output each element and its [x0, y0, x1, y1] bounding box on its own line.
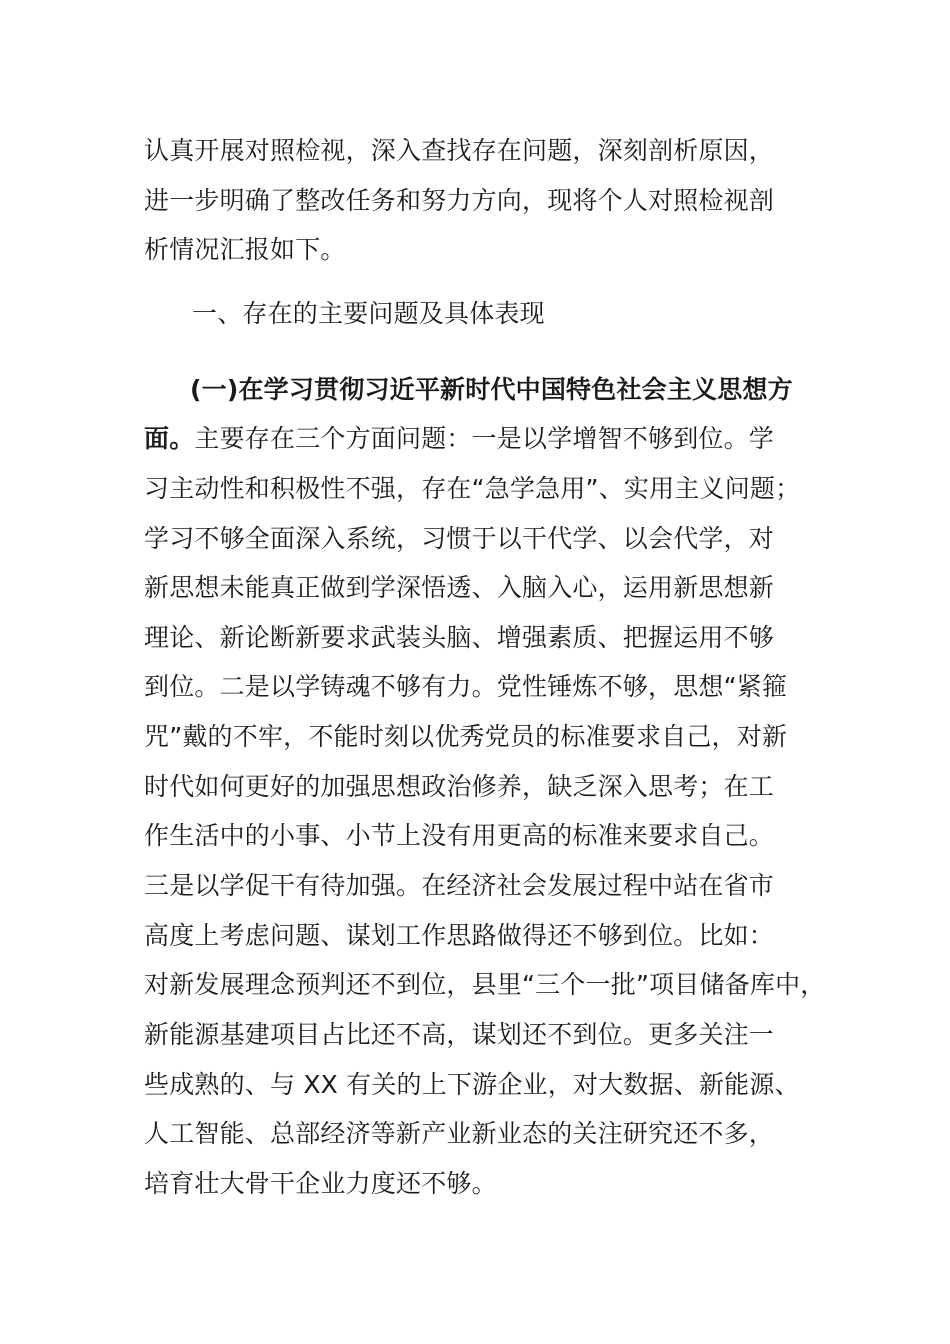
intro-line-3: 析情况汇报如下。 [144, 235, 346, 264]
body-line-7: 咒”戴的不牢，不能时刻以优秀党员的标准要求自己，对新 [144, 722, 788, 751]
subsection-title-end: 面。 [144, 424, 195, 453]
body-line-5: 理论、新论断新要求武装头脑、增强素质、把握运用不够 [144, 623, 775, 652]
body-line-14: 些成熟的、与 XX 有关的上下游企业，对大数据、新能源、 [144, 1070, 800, 1099]
body-line-11: 高度上考虑问题、谋划工作思路做得还不够到位。比如： [144, 921, 775, 950]
body-line-15: 人工智能、总部经济等新产业新业态的关注研究还不多， [144, 1119, 775, 1148]
body-line-9: 作生活中的小事、小节上没有用更高的标准来要求自己。 [144, 821, 775, 850]
body-line-1-text: 主要存在三个方面问题：一是以学增智不够到位。学 [194, 424, 775, 453]
body-line-13: 新能源基建项目占比还不高，谋划还不到位。更多关注一 [144, 1020, 775, 1049]
body-line-4: 新思想未能真正做到学深悟透、入脑入心，运用新思想新 [144, 573, 775, 602]
intro-line-2: 进一步明确了整改任务和努力方向，现将个人对照检视剖 [144, 186, 775, 215]
section-heading: 一、存在的主要问题及具体表现 [192, 299, 545, 328]
body-line-3: 学习不够全面深入系统，习惯于以干代学、以会代学，对 [144, 524, 775, 553]
body-line-12: 对新发展理念预判还不到位，县里“三个一批”项目储备库中， [144, 970, 826, 999]
body-line-16: 培育壮大骨干企业力度还不够。 [144, 1169, 497, 1198]
subsection-title-line-1: (一)在学习贯彻习近平新时代中国特色社会主义思想方 [190, 375, 793, 404]
intro-line-1: 认真开展对照检视，深入查找存在问题，深刻剖析原因， [144, 136, 775, 165]
body-line-8: 时代如何更好的加强思想政治修养，缺乏深入思考；在工 [144, 772, 775, 801]
body-line-2: 习主动性和积极性不强，存在“急学急用”、实用主义问题； [144, 474, 801, 503]
body-line-6: 到位。二是以学铸魂不够有力。党性锤炼不够，思想“紧箍 [144, 672, 788, 701]
body-line-1 [144, 422, 774, 456]
body-line-10: 三是以学促干有待加强。在经济社会发展过程中站在省市 [144, 871, 775, 900]
